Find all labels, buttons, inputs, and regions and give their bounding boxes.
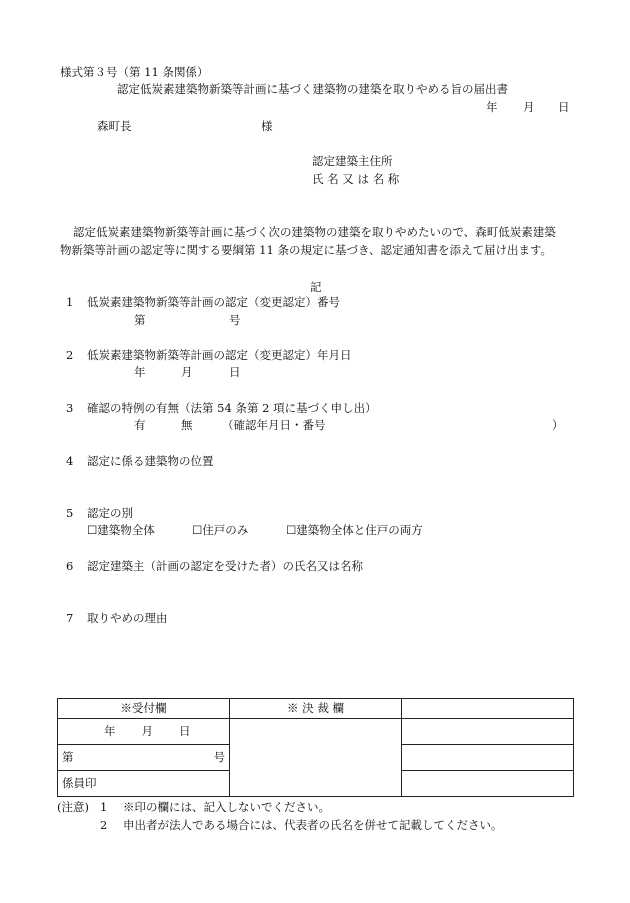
reception-number-cell[interactable] [58, 745, 230, 771]
item-4-label: 認定に係る建築物の位置 [87, 454, 214, 468]
item-5-option-both[interactable]: ☐建築物全体と住戸の両方 [286, 523, 423, 537]
item-2-day: 日 [229, 365, 241, 379]
approval-cell-1[interactable] [402, 719, 574, 745]
reception-date-month: 月 [141, 723, 153, 738]
item-3-yes: 有 [134, 418, 146, 432]
item-6-label: 認定建築主（計画の認定を受けた者）の氏名又は名称 [87, 559, 363, 573]
item-5-label: 認定の別 [87, 506, 133, 520]
document-title: 認定低炭素建築物新築等計画に基づく建築物の建築を取りやめる旨の届出書 [117, 82, 508, 96]
date-year: 年 [486, 100, 498, 114]
item-5-number: 5 [66, 506, 74, 520]
item-7-number: 7 [66, 611, 74, 625]
item-1-dai: 第 [134, 313, 146, 327]
addressee-honorific: 様 [261, 119, 273, 133]
item-2-number: 2 [66, 348, 74, 362]
reception-table [57, 698, 574, 797]
reception-go: 号 [213, 749, 225, 764]
item-3-detail: （確認年月日・番号 [222, 418, 326, 432]
item-1-label: 低炭素建築物新築等計画の認定（変更認定）番号 [87, 295, 340, 309]
reception-date-year: 年 [104, 723, 116, 738]
reception-date-day: 日 [179, 723, 191, 738]
item-3-no: 無 [181, 418, 193, 432]
addressee-name: 森町長 [97, 119, 132, 133]
staff-seal-label: 係員印 [62, 775, 97, 790]
item-2-year: 年 [134, 365, 146, 379]
note-1-number: 1 [100, 800, 108, 814]
approval-header-blank-cell[interactable] [402, 699, 574, 719]
applicant-address-label: 認定建築主住所 [312, 154, 393, 168]
date-month: 月 [523, 100, 535, 114]
ki-heading: 記 [310, 280, 322, 294]
applicant-name-label: 氏 名 又 は 名 称 [312, 172, 400, 186]
approval-stamp-cell[interactable] [230, 719, 402, 797]
item-3-close-paren: ） [552, 418, 564, 432]
item-6-number: 6 [66, 559, 74, 573]
item-5-option-whole-building[interactable]: ☐建築物全体 [87, 523, 155, 537]
item-5-option-units-only[interactable]: ☐住戸のみ [192, 523, 249, 537]
note-1-text: ※印の欄には、記入しないでください。 [123, 800, 330, 814]
approval-cell-3[interactable] [402, 771, 574, 797]
staff-seal-cell[interactable] [58, 771, 230, 797]
reception-date-cell[interactable] [58, 719, 230, 745]
item-7-label: 取りやめの理由 [87, 611, 168, 625]
item-4-number: 4 [66, 454, 74, 468]
item-3-number: 3 [66, 401, 74, 415]
item-3-label: 確認の特例の有無（法第 54 条第 2 項に基づく申し出） [87, 401, 377, 415]
body-text-line-2: 物新築等計画の認定等に関する要綱第 11 条の規定に基づき、認定通知書を添えて届け出ます。 [60, 243, 553, 257]
reception-dai: 第 [62, 749, 74, 764]
approval-header-cell: ※ 決 裁 欄 [230, 699, 402, 719]
date-day: 日 [558, 100, 570, 114]
form-number: 様式第３号（第 11 条関係） [60, 65, 209, 79]
note-2-number: 2 [100, 818, 108, 832]
approval-cell-2[interactable] [402, 745, 574, 771]
item-2-month: 月 [181, 365, 193, 379]
body-text-line-1: 認定低炭素建築物新築等計画に基づく次の建築物の建築を取りやめたいので、森町低炭素建築 [73, 225, 556, 239]
reception-header-cell: ※受付欄 [58, 699, 230, 719]
item-1-number: 1 [66, 295, 74, 309]
note-2-text: 申出者が法人である場合には、代表者の氏名を併せて記載してください。 [123, 818, 503, 832]
item-2-label: 低炭素建築物新築等計画の認定（変更認定）年月日 [87, 348, 352, 362]
item-1-go: 号 [229, 313, 241, 327]
notes-prefix: (注意) [57, 800, 89, 814]
